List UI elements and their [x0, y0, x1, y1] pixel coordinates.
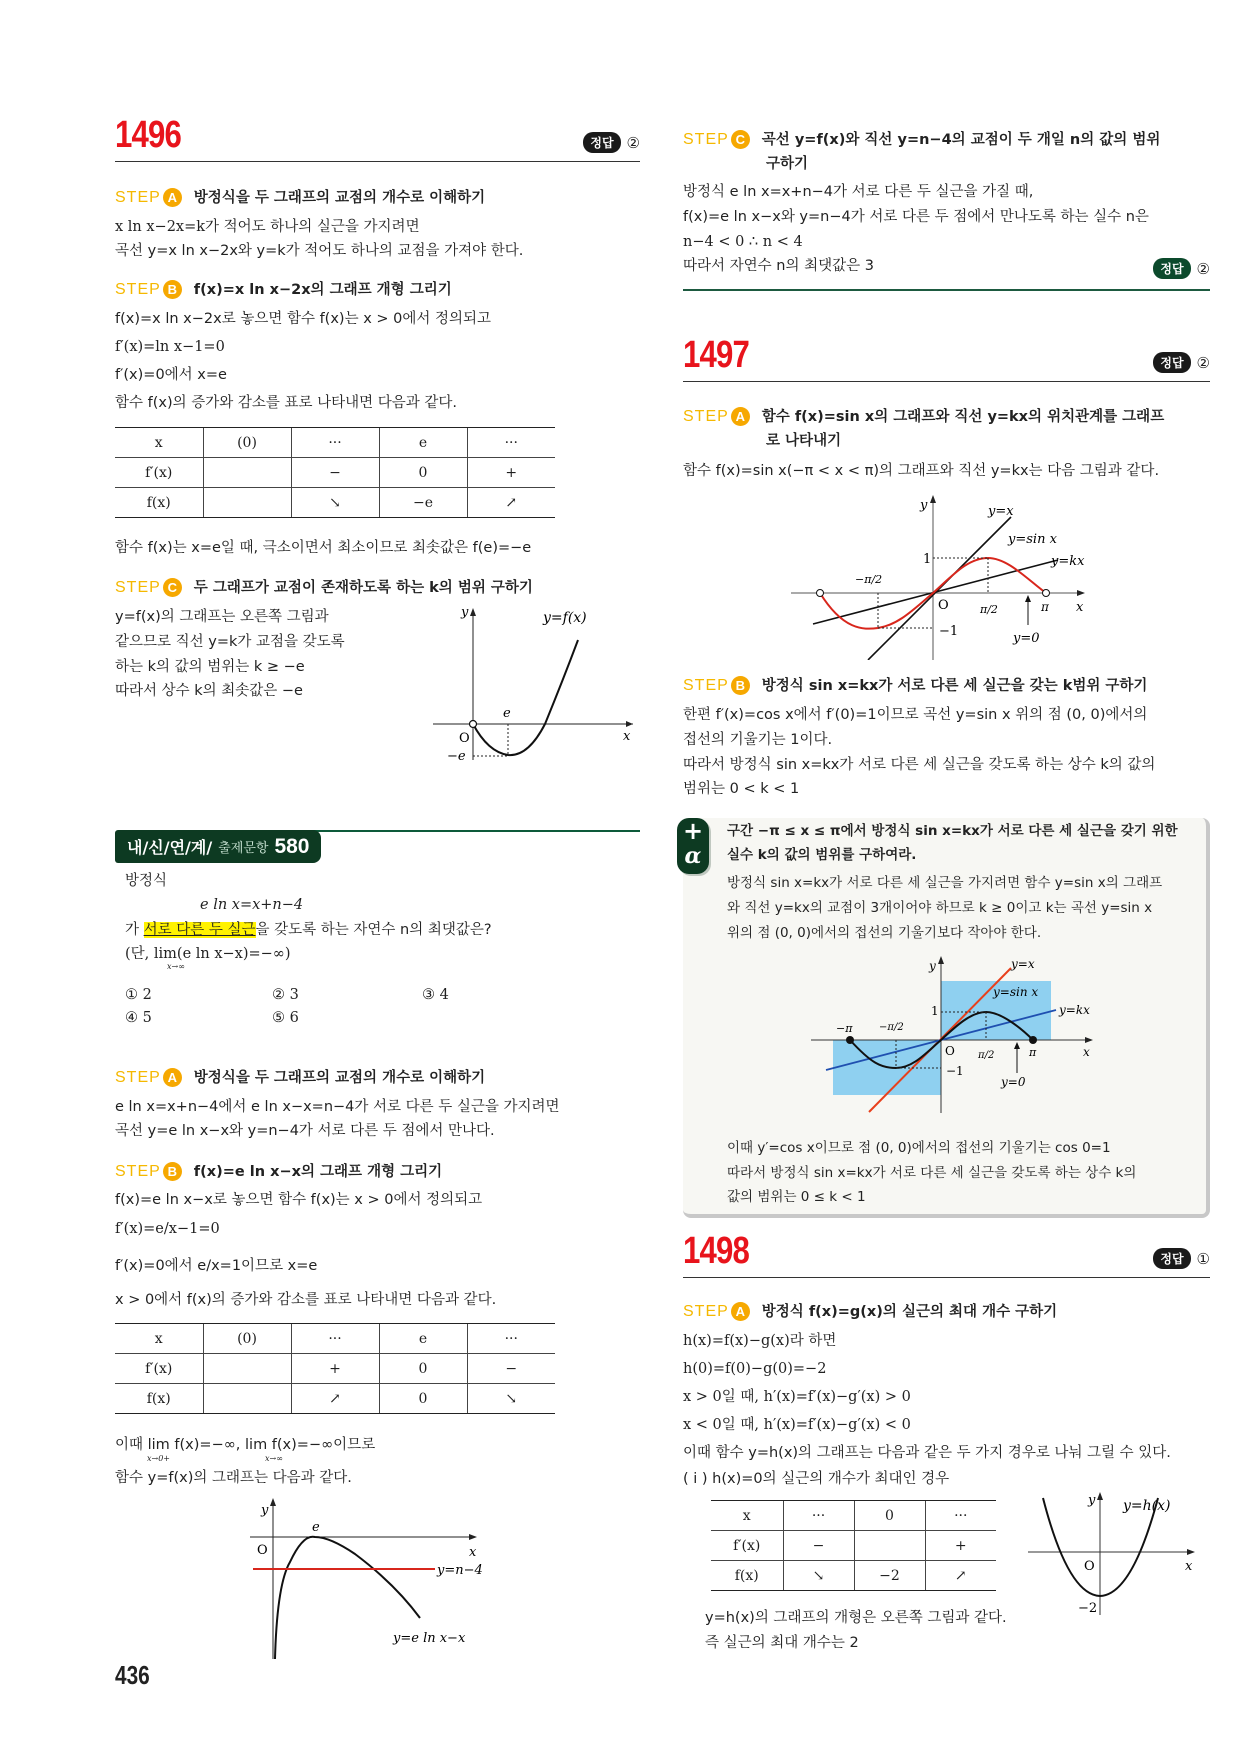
table-row: x (0) ··· e ···: [115, 428, 555, 458]
naesin-header: [115, 830, 321, 863]
text-line: 함수 y=f(x)의 그래프는 다음과 같다.: [115, 1470, 352, 1486]
answer-badge: [1153, 258, 1210, 279]
step-a-heading: [115, 186, 485, 207]
svg-text:O: O: [459, 731, 470, 746]
section-rule: [295, 830, 640, 832]
svg-text:1: 1: [923, 552, 932, 567]
limit-subscript: x→0+: [147, 1454, 171, 1463]
answer-value: ②: [626, 133, 640, 152]
text-line: h(x)=f(x)−g(x)라 하면: [683, 1333, 837, 1349]
step-letter-icon: A: [731, 407, 750, 426]
answer-label: 정답: [1153, 352, 1190, 373]
svg-text:−π/2: −π/2: [855, 573, 883, 586]
text-line: 따라서 방정식 sin x=kx가 서로 다른 세 실근을 갖도록 하는 상수 k의: [727, 1165, 1137, 1181]
limit-subscript: x→∞: [167, 962, 185, 971]
step-a-heading: [115, 1066, 485, 1087]
svg-text:y=0: y=0: [1001, 1075, 1026, 1089]
step-tag: STEP: [115, 189, 161, 206]
variation-table: [711, 1500, 996, 1591]
naesin-sub: 출제문항: [218, 841, 269, 856]
step-title: 방정식을 두 그래프의 교점의 개수로 이해하기: [193, 1070, 486, 1086]
svg-text:π/2: π/2: [978, 1050, 995, 1061]
text-line: 위의 점 (0, 0)에서의 접선의 기울기보다 작아야 한다.: [727, 925, 1042, 941]
table-row: x ··· 0 ···: [711, 1501, 996, 1531]
step-tag: STEP: [115, 281, 161, 298]
step-tag: STEP: [115, 579, 161, 596]
step-b-heading: [683, 674, 1147, 695]
step-tag: STEP: [683, 408, 729, 425]
question-condition: (단, lim(e ln x−x)=−∞): [125, 946, 291, 962]
step-title: f(x)=e ln x−x의 그래프 개형 그리기: [193, 1164, 443, 1180]
step-title: 방정식 sin x=kx가 서로 다른 세 실근을 갖는 k범위 구하기: [761, 678, 1148, 694]
svg-text:x: x: [1185, 1559, 1193, 1574]
step-tag: STEP: [115, 1069, 161, 1086]
text-line: 따라서 상수 k의 최솟값은 −e: [115, 683, 303, 699]
answer-badge: [583, 132, 640, 153]
svg-text:y=f(x): y=f(x): [543, 610, 587, 626]
step-letter-icon: A: [163, 1068, 182, 1087]
svg-text:−1: −1: [939, 624, 959, 639]
step-title-continued: 로 나타내기: [766, 433, 842, 449]
text-line: 따라서 자연수 n의 최댓값은 3: [683, 258, 874, 274]
answer-label: 정답: [583, 132, 620, 153]
answer-badge: [1153, 1248, 1210, 1269]
step-letter-icon: C: [731, 130, 750, 149]
text-line: y=f(x)의 그래프는 오른쪽 그림과: [115, 609, 329, 625]
text-line: 한편 f′(x)=cos x에서 f′(0)=1이므로 곡선 y=sin x 위의 점 (0, 0)에서의: [683, 707, 1148, 723]
text-line: 접선의 기울기는 1이다.: [683, 732, 833, 748]
table-row: f′(x) − 0 +: [115, 458, 555, 488]
text-line: 하는 k의 값의 범위는 k ≥ −e: [115, 659, 305, 675]
text-line: 함수 f(x)=sin x(−π < x < π)의 그래프와 직선 y=kx는 다음 그림과 같다.: [683, 463, 1160, 479]
page-number: 436: [115, 1660, 150, 1690]
text-line: 곡선 y=e ln x−x와 y=n−4가 서로 다른 두 점에서 만나다.: [115, 1123, 495, 1139]
svg-text:π: π: [1041, 600, 1049, 614]
step-c-heading: [683, 128, 1160, 149]
step-letter-icon: A: [163, 188, 182, 207]
svg-text:y: y: [461, 605, 469, 620]
graph-sinx-kx-region: [801, 948, 1111, 1118]
step-title: f(x)=x ln x−2x의 그래프 개형 그리기: [193, 282, 452, 298]
svg-text:e: e: [312, 1520, 320, 1535]
text-line: 범위는 0 < k < 1: [683, 781, 800, 797]
text-line: h(0)=f(0)−g(0)=−2: [683, 1361, 827, 1377]
text-line: f(x)=e ln x−x로 놓으면 함수 f(x)는 x > 0에서 정의되고: [115, 1192, 483, 1208]
step-title: 방정식 f(x)=g(x)의 실근의 최대 개수 구하기: [761, 1304, 1058, 1320]
step-letter-icon: C: [163, 578, 182, 597]
choice-5: ⑤ 6: [272, 1010, 299, 1026]
variation-table: [115, 427, 555, 518]
svg-text:−e: −e: [447, 749, 466, 760]
table-row: f(x) ↘ −2 ↗: [711, 1561, 996, 1591]
svg-text:−2: −2: [1078, 1601, 1098, 1616]
text-line: f′(x)=0에서 x=e: [115, 367, 227, 383]
svg-text:y=sin x: y=sin x: [1008, 532, 1057, 547]
problem-number: 1498: [683, 1230, 750, 1272]
alpha-question: 실수 k의 값의 범위를 구하여라.: [727, 847, 917, 863]
highlighted-phrase: 서로 다른 두 실근: [143, 922, 256, 938]
svg-text:π: π: [1029, 1046, 1037, 1059]
step-title: 방정식을 두 그래프의 교점의 개수로 이해하기: [193, 190, 486, 206]
table-row: f(x) ↘ −e ↗: [115, 488, 555, 518]
svg-text:O: O: [257, 1543, 268, 1558]
alpha-question: 구간 −π ≤ x ≤ π에서 방정식 sin x=kx가 서로 다른 세 실근을 갖기 위한: [727, 823, 1178, 839]
choice-4: ④ 5: [125, 1010, 152, 1026]
svg-text:x: x: [623, 729, 631, 744]
svg-text:O: O: [938, 598, 949, 613]
step-a-heading: [683, 1300, 1057, 1321]
plus-alpha-icon: + α: [677, 818, 709, 874]
text-line: 값의 범위는 0 ≤ k < 1: [727, 1189, 866, 1205]
text-line: 이때 lim f(x)=−∞, lim f(x)=−∞이므로: [115, 1437, 376, 1453]
text-line: y=h(x)의 그래프의 개형은 오른쪽 그림과 같다.: [705, 1610, 1007, 1626]
step-b-heading: [115, 1160, 442, 1181]
svg-text:π/2: π/2: [980, 603, 998, 616]
text-line: 와 직선 y=kx의 교점이 3개이어야 하므로 k ≥ 0이고 k는 곡선 y=sin x: [727, 900, 1153, 916]
graph-hx-parabola: [1028, 1490, 1208, 1620]
text-line: 이때 함수 y=h(x)의 그래프는 다음과 같은 두 가지 경우로 나눠 그릴 수 있다.: [683, 1445, 1171, 1461]
table-row: f′(x) + 0 −: [115, 1354, 555, 1384]
problem-1498-header: [683, 1226, 1210, 1278]
svg-text:x: x: [1076, 600, 1084, 615]
naesin-label: 내/신/연/계/: [127, 838, 213, 857]
step-tag: STEP: [683, 677, 729, 694]
limit-subscript: x→∞: [265, 1454, 283, 1463]
svg-text:y=kx: y=kx: [1051, 554, 1085, 569]
svg-text:y=0: y=0: [1013, 631, 1040, 646]
text-line: x > 0일 때, h′(x)=f′(x)−g′(x) > 0: [683, 1389, 911, 1405]
table-row: f(x) ↗ 0 ↘: [115, 1384, 555, 1414]
text-line: x < 0일 때, h′(x)=f′(x)−g′(x) < 0: [683, 1417, 911, 1433]
svg-text:y=kx: y=kx: [1059, 1003, 1090, 1017]
answer-badge: [1153, 352, 1210, 373]
answer-value: ②: [1196, 259, 1210, 278]
svg-text:y: y: [929, 959, 936, 973]
text-line: f′(x)=ln x−1=0: [115, 339, 225, 355]
question-equation: e ln x=x+n−4: [200, 897, 304, 913]
text-line: x > 0에서 f(x)의 증가와 감소를 표로 나타내면 다음과 같다.: [115, 1292, 497, 1308]
answer-value: ②: [1196, 353, 1210, 372]
svg-text:y=e ln x−x: y=e ln x−x: [393, 1631, 466, 1646]
svg-text:x: x: [1083, 1045, 1090, 1059]
naesin-number: 580: [274, 834, 310, 858]
variation-table: [115, 1323, 555, 1414]
text-line: 같으므로 직선 y=k가 교점을 갖도록: [115, 634, 345, 650]
text-line: 함수 f(x)의 증가와 감소를 표로 나타내면 다음과 같다.: [115, 395, 458, 411]
step-letter-icon: B: [163, 280, 182, 299]
text-line: 따라서 방정식 sin x=kx가 서로 다른 세 실근을 갖도록 하는 상수 k의 값의: [683, 757, 1156, 773]
problem-1496-header: [115, 110, 640, 162]
text-line: e ln x=x+n−4에서 e ln x−x=n−4가 서로 다른 두 실근을 가지려면: [115, 1099, 560, 1115]
svg-text:O: O: [945, 1044, 955, 1058]
svg-text:−1: −1: [946, 1064, 964, 1078]
svg-text:y=n−4: y=n−4: [437, 1563, 483, 1578]
choice-1: ① 2: [125, 987, 152, 1003]
answer-label: 정답: [1153, 1248, 1190, 1269]
step-tag: STEP: [115, 1163, 161, 1180]
svg-text:x: x: [469, 1545, 477, 1560]
text-line: 즉 실근의 최대 개수는 2: [705, 1635, 859, 1651]
step-letter-icon: B: [731, 676, 750, 695]
table-row: x (0) ··· e ···: [115, 1324, 555, 1354]
section-divider: [683, 289, 1210, 291]
plus-alpha-box: [683, 818, 1210, 1218]
step-title: 함수 f(x)=sin x의 그래프와 직선 y=kx의 위치관계를 그래프: [761, 409, 1165, 425]
question-text: 가 서로 다른 두 실근을 갖도록 하는 자연수 n의 최댓값은?: [125, 922, 492, 938]
problem-number: 1496: [115, 114, 182, 156]
svg-text:−π: −π: [836, 1022, 853, 1035]
question-intro: 방정식: [125, 873, 168, 889]
step-c-heading: [115, 576, 533, 597]
step-tag: STEP: [683, 1303, 729, 1320]
text-line: 곡선 y=x ln x−2x와 y=k가 적어도 하나의 교점을 가져야 한다.: [115, 243, 524, 259]
svg-text:y=h(x): y=h(x): [1123, 1498, 1171, 1514]
table-row: f′(x) − +: [711, 1531, 996, 1561]
svg-text:y: y: [261, 1503, 269, 1518]
text-line: x ln x−2x=k가 적어도 하나의 실근을 가지려면: [115, 219, 420, 235]
graph-elnx-minus-x: [245, 1494, 485, 1664]
step-letter-icon: B: [163, 1162, 182, 1181]
answer-value: ①: [1196, 1249, 1210, 1268]
text-line: 방정식 sin x=kx가 서로 다른 세 실근을 가지려면 함수 y=sin x의 그래프: [727, 875, 1163, 891]
text-line: 이때 y′=cos x이므로 점 (0, 0)에서의 접선의 기울기는 cos 0=1: [727, 1140, 1111, 1156]
step-a-heading: [683, 405, 1164, 426]
svg-text:O: O: [1084, 1559, 1095, 1574]
problem-1497-header: [683, 330, 1210, 382]
graph-sinx-kx: [783, 485, 1113, 660]
text-line: 방정식 e ln x=x+n−4가 서로 다른 두 실근을 가질 때,: [683, 184, 1034, 200]
answer-label: 정답: [1153, 258, 1190, 279]
choice-3: ③ 4: [422, 987, 449, 1003]
step-title-continued: 구하기: [766, 156, 809, 172]
svg-text:−π/2: −π/2: [879, 1022, 904, 1033]
step-tag: STEP: [683, 131, 729, 148]
choice-2: ② 3: [272, 987, 299, 1003]
svg-text:y=sin x: y=sin x: [993, 985, 1039, 999]
text-line: f′(x)=0에서 e/x=1이므로 x=e: [115, 1258, 318, 1274]
text-line: f(x)=x ln x−2x로 놓으면 함수 f(x)는 x > 0에서 정의되고: [115, 311, 492, 327]
text-line: ( i ) h(x)=0의 실근의 개수가 최대인 경우: [683, 1471, 950, 1487]
svg-text:y: y: [920, 498, 928, 513]
step-title: 두 그래프가 교점이 존재하도록 하는 k의 범위 구하기: [193, 580, 533, 596]
text-line: f′(x)=e/x−1=0: [115, 1221, 220, 1237]
text-line: 함수 f(x)는 x=e일 때, 극소이면서 최소이므로 최솟값은 f(e)=−e: [115, 540, 532, 556]
svg-text:y=x: y=x: [1011, 957, 1035, 971]
problem-number: 1497: [683, 334, 750, 376]
step-title: 곡선 y=f(x)와 직선 y=n−4의 교점이 두 개일 n의 값의 범위: [761, 132, 1161, 148]
graph-fx-xlnx: [433, 600, 643, 760]
svg-text:e: e: [503, 706, 511, 721]
text-line: f(x)=e ln x−x와 y=n−4가 서로 다른 두 점에서 만나도록 하는 실수 n은: [683, 209, 1149, 225]
text-line: n−4 < 0 ∴ n < 4: [683, 234, 803, 250]
step-letter-icon: A: [731, 1302, 750, 1321]
svg-text:1: 1: [931, 1004, 939, 1018]
step-b-heading: [115, 278, 452, 299]
svg-text:y: y: [1088, 1493, 1096, 1508]
svg-text:y=x: y=x: [988, 504, 1014, 519]
